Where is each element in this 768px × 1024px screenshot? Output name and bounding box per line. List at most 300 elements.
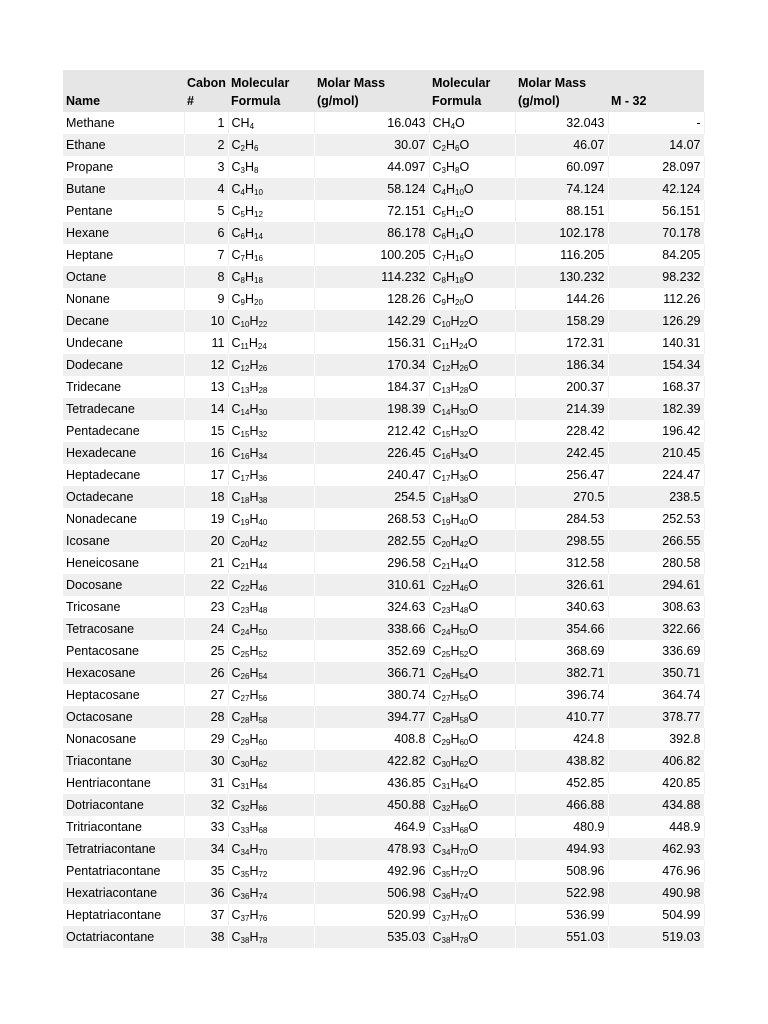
cell-name: Tetracosane bbox=[63, 618, 184, 640]
cell-molar-mass-alkane: 324.63 bbox=[314, 596, 429, 618]
cell-molar-mass-alcohol: 270.5 bbox=[515, 486, 608, 508]
table-row bbox=[63, 574, 704, 596]
cell-formula-alcohol: $C_5H_{12}O$ bbox=[429, 200, 515, 222]
header-formula-alkane: Molecular Formula bbox=[228, 70, 314, 112]
cell-mass-minus-32: 519.03 bbox=[608, 926, 704, 948]
table-row bbox=[63, 596, 704, 618]
cell-molar-mass-alkane: 128.26 bbox=[314, 288, 429, 310]
cell-formula-alkane: $C_{13}H_{28}$ bbox=[228, 376, 314, 398]
cell-mass-minus-32: 280.58 bbox=[608, 552, 704, 574]
cell-molar-mass-alkane: 506.98 bbox=[314, 882, 429, 904]
cell-formula-alkane: $C_{15}H_{32}$ bbox=[228, 420, 314, 442]
cell-formula-alkane: $C_{33}H_{68}$ bbox=[228, 816, 314, 838]
cell-name: Dodecane bbox=[63, 354, 184, 376]
cell-mass-minus-32: 70.178 bbox=[608, 222, 704, 244]
cell-molar-mass-alkane: 30.07 bbox=[314, 134, 429, 156]
cell-mass-minus-32: 28.097 bbox=[608, 156, 704, 178]
cell-carbon-number: 11 bbox=[184, 332, 228, 354]
cell-formula-alkane: $C_{27}H_{56}$ bbox=[228, 684, 314, 706]
cell-molar-mass-alkane: 310.61 bbox=[314, 574, 429, 596]
cell-name: Tridecane bbox=[63, 376, 184, 398]
table-row bbox=[63, 288, 704, 310]
cell-molar-mass-alkane: 492.96 bbox=[314, 860, 429, 882]
cell-mass-minus-32: 196.42 bbox=[608, 420, 704, 442]
cell-molar-mass-alcohol: 130.232 bbox=[515, 266, 608, 288]
cell-mass-minus-32: 294.61 bbox=[608, 574, 704, 596]
cell-mass-minus-32: 448.9 bbox=[608, 816, 704, 838]
cell-formula-alkane: $C_{36}H_{74}$ bbox=[228, 882, 314, 904]
table-row bbox=[63, 530, 704, 552]
cell-formula-alkane: $C_{21}H_{44}$ bbox=[228, 552, 314, 574]
cell-molar-mass-alcohol: 382.71 bbox=[515, 662, 608, 684]
cell-name: Hexatriacontane bbox=[63, 882, 184, 904]
header-molar-mass-alcohol: Molar Mass (g/mol) bbox=[515, 70, 608, 112]
cell-molar-mass-alcohol: 284.53 bbox=[515, 508, 608, 530]
cell-carbon-number: 29 bbox=[184, 728, 228, 750]
cell-carbon-number: 37 bbox=[184, 904, 228, 926]
header-mass-minus-32: M - 32 bbox=[608, 70, 704, 112]
cell-name: Pentane bbox=[63, 200, 184, 222]
cell-molar-mass-alcohol: 158.29 bbox=[515, 310, 608, 332]
cell-carbon-number: 34 bbox=[184, 838, 228, 860]
cell-name: Tritriacontane bbox=[63, 816, 184, 838]
cell-carbon-number: 9 bbox=[184, 288, 228, 310]
cell-formula-alkane: $C_{35}H_{72}$ bbox=[228, 860, 314, 882]
cell-molar-mass-alkane: 156.31 bbox=[314, 332, 429, 354]
cell-carbon-number: 38 bbox=[184, 926, 228, 948]
table-row bbox=[63, 772, 704, 794]
cell-formula-alcohol: $C_{37}H_{76}O$ bbox=[429, 904, 515, 926]
cell-carbon-number: 23 bbox=[184, 596, 228, 618]
cell-formula-alkane: $C_{30}H_{62}$ bbox=[228, 750, 314, 772]
cell-name: Octane bbox=[63, 266, 184, 288]
cell-molar-mass-alcohol: 494.93 bbox=[515, 838, 608, 860]
cell-carbon-number: 5 bbox=[184, 200, 228, 222]
cell-formula-alkane: $C_{28}H_{58}$ bbox=[228, 706, 314, 728]
cell-formula-alkane: $C_{37}H_{76}$ bbox=[228, 904, 314, 926]
cell-molar-mass-alkane: 16.043 bbox=[314, 112, 429, 134]
cell-formula-alkane: $C_{34}H_{70}$ bbox=[228, 838, 314, 860]
cell-carbon-number: 15 bbox=[184, 420, 228, 442]
cell-formula-alkane: $C_{20}H_{42}$ bbox=[228, 530, 314, 552]
cell-formula-alkane: $C_{19}H_{40}$ bbox=[228, 508, 314, 530]
cell-molar-mass-alkane: 114.232 bbox=[314, 266, 429, 288]
cell-molar-mass-alcohol: 200.37 bbox=[515, 376, 608, 398]
table-row bbox=[63, 134, 704, 156]
cell-molar-mass-alcohol: 424.8 bbox=[515, 728, 608, 750]
cell-formula-alkane: $C_{16}H_{34}$ bbox=[228, 442, 314, 464]
cell-formula-alcohol: $C_{24}H_{50}O$ bbox=[429, 618, 515, 640]
cell-mass-minus-32: 308.63 bbox=[608, 596, 704, 618]
table-row bbox=[63, 178, 704, 200]
cell-name: Heptatriacontane bbox=[63, 904, 184, 926]
cell-formula-alcohol: $CH_4O$ bbox=[429, 112, 515, 134]
table-row bbox=[63, 728, 704, 750]
cell-formula-alcohol: $C_{21}H_{44}O$ bbox=[429, 552, 515, 574]
cell-carbon-number: 7 bbox=[184, 244, 228, 266]
table-row bbox=[63, 310, 704, 332]
cell-carbon-number: 21 bbox=[184, 552, 228, 574]
cell-name: Hexadecane bbox=[63, 442, 184, 464]
header-formula-alcohol: Molecular Formula bbox=[429, 70, 515, 112]
cell-formula-alcohol: $C_{29}H_{60}O$ bbox=[429, 728, 515, 750]
cell-mass-minus-32: 364.74 bbox=[608, 684, 704, 706]
cell-name: Butane bbox=[63, 178, 184, 200]
cell-carbon-number: 24 bbox=[184, 618, 228, 640]
cell-carbon-number: 31 bbox=[184, 772, 228, 794]
cell-formula-alcohol: $C_{16}H_{34}O$ bbox=[429, 442, 515, 464]
cell-name: Undecane bbox=[63, 332, 184, 354]
cell-mass-minus-32: 42.124 bbox=[608, 178, 704, 200]
cell-mass-minus-32: 434.88 bbox=[608, 794, 704, 816]
table-row bbox=[63, 222, 704, 244]
cell-molar-mass-alcohol: 46.07 bbox=[515, 134, 608, 156]
cell-name: Octatriacontane bbox=[63, 926, 184, 948]
cell-carbon-number: 33 bbox=[184, 816, 228, 838]
cell-formula-alkane: $C_{24}H_{50}$ bbox=[228, 618, 314, 640]
cell-mass-minus-32: 252.53 bbox=[608, 508, 704, 530]
cell-name: Icosane bbox=[63, 530, 184, 552]
cell-molar-mass-alkane: 520.99 bbox=[314, 904, 429, 926]
table-row bbox=[63, 882, 704, 904]
cell-formula-alkane: $C_9H_{20}$ bbox=[228, 288, 314, 310]
cell-molar-mass-alcohol: 88.151 bbox=[515, 200, 608, 222]
cell-formula-alcohol: $C_6H_{14}O$ bbox=[429, 222, 515, 244]
cell-formula-alcohol: $C_{14}H_{30}O$ bbox=[429, 398, 515, 420]
table-row bbox=[63, 838, 704, 860]
cell-formula-alkane: $C_2H_6$ bbox=[228, 134, 314, 156]
cell-name: Decane bbox=[63, 310, 184, 332]
cell-formula-alcohol: $C_{13}H_{28}O$ bbox=[429, 376, 515, 398]
table-row bbox=[63, 200, 704, 222]
cell-molar-mass-alkane: 142.29 bbox=[314, 310, 429, 332]
cell-carbon-number: 2 bbox=[184, 134, 228, 156]
table-row bbox=[63, 662, 704, 684]
cell-molar-mass-alkane: 268.53 bbox=[314, 508, 429, 530]
cell-molar-mass-alcohol: 228.42 bbox=[515, 420, 608, 442]
cell-name: Docosane bbox=[63, 574, 184, 596]
cell-formula-alcohol: $C_4H_{10}O$ bbox=[429, 178, 515, 200]
table-row bbox=[63, 750, 704, 772]
cell-mass-minus-32: 378.77 bbox=[608, 706, 704, 728]
cell-molar-mass-alcohol: 256.47 bbox=[515, 464, 608, 486]
cell-molar-mass-alkane: 212.42 bbox=[314, 420, 429, 442]
cell-molar-mass-alcohol: 396.74 bbox=[515, 684, 608, 706]
cell-mass-minus-32: 336.69 bbox=[608, 640, 704, 662]
table-row bbox=[63, 244, 704, 266]
table-row bbox=[63, 816, 704, 838]
cell-formula-alkane: $C_{31}H_{64}$ bbox=[228, 772, 314, 794]
cell-mass-minus-32: 168.37 bbox=[608, 376, 704, 398]
table-row bbox=[63, 266, 704, 288]
cell-carbon-number: 27 bbox=[184, 684, 228, 706]
cell-formula-alcohol: $C_{19}H_{40}O$ bbox=[429, 508, 515, 530]
cell-formula-alcohol: $C_{22}H_{46}O$ bbox=[429, 574, 515, 596]
cell-formula-alkane: $C_8H_{18}$ bbox=[228, 266, 314, 288]
cell-mass-minus-32: 406.82 bbox=[608, 750, 704, 772]
cell-molar-mass-alcohol: 522.98 bbox=[515, 882, 608, 904]
cell-formula-alcohol: $C_{18}H_{38}O$ bbox=[429, 486, 515, 508]
table-row bbox=[63, 156, 704, 178]
cell-mass-minus-32: 140.31 bbox=[608, 332, 704, 354]
cell-molar-mass-alcohol: 466.88 bbox=[515, 794, 608, 816]
table-row bbox=[63, 464, 704, 486]
table-row bbox=[63, 640, 704, 662]
cell-carbon-number: 6 bbox=[184, 222, 228, 244]
header-name: Name bbox=[63, 70, 184, 112]
cell-carbon-number: 18 bbox=[184, 486, 228, 508]
cell-name: Pentadecane bbox=[63, 420, 184, 442]
cell-mass-minus-32: 238.5 bbox=[608, 486, 704, 508]
cell-formula-alcohol: $C_{17}H_{36}O$ bbox=[429, 464, 515, 486]
table-row bbox=[63, 508, 704, 530]
cell-carbon-number: 17 bbox=[184, 464, 228, 486]
cell-carbon-number: 13 bbox=[184, 376, 228, 398]
cell-molar-mass-alcohol: 551.03 bbox=[515, 926, 608, 948]
cell-mass-minus-32: 112.26 bbox=[608, 288, 704, 310]
cell-name: Heneicosane bbox=[63, 552, 184, 574]
table-row bbox=[63, 332, 704, 354]
cell-formula-alkane: $C_7H_{16}$ bbox=[228, 244, 314, 266]
cell-molar-mass-alcohol: 172.31 bbox=[515, 332, 608, 354]
cell-mass-minus-32: 182.39 bbox=[608, 398, 704, 420]
cell-carbon-number: 30 bbox=[184, 750, 228, 772]
cell-formula-alcohol: $C_{20}H_{42}O$ bbox=[429, 530, 515, 552]
cell-mass-minus-32: 504.99 bbox=[608, 904, 704, 926]
cell-formula-alcohol: $C_{23}H_{48}O$ bbox=[429, 596, 515, 618]
cell-formula-alkane: $C_{12}H_{26}$ bbox=[228, 354, 314, 376]
header-row bbox=[63, 70, 704, 112]
cell-mass-minus-32: 126.29 bbox=[608, 310, 704, 332]
cell-formula-alcohol: $C_{30}H_{62}O$ bbox=[429, 750, 515, 772]
cell-name: Ethane bbox=[63, 134, 184, 156]
cell-molar-mass-alkane: 170.34 bbox=[314, 354, 429, 376]
cell-name: Heptadecane bbox=[63, 464, 184, 486]
cell-carbon-number: 26 bbox=[184, 662, 228, 684]
cell-molar-mass-alcohol: 116.205 bbox=[515, 244, 608, 266]
table-row bbox=[63, 794, 704, 816]
cell-carbon-number: 19 bbox=[184, 508, 228, 530]
cell-carbon-number: 20 bbox=[184, 530, 228, 552]
cell-molar-mass-alcohol: 368.69 bbox=[515, 640, 608, 662]
cell-formula-alkane: $C_{18}H_{38}$ bbox=[228, 486, 314, 508]
cell-formula-alkane: $C_{14}H_{30}$ bbox=[228, 398, 314, 420]
cell-mass-minus-32: 490.98 bbox=[608, 882, 704, 904]
cell-mass-minus-32: - bbox=[608, 112, 704, 134]
cell-molar-mass-alcohol: 144.26 bbox=[515, 288, 608, 310]
header-molar-mass-alkane: Molar Mass (g/mol) bbox=[314, 70, 429, 112]
cell-molar-mass-alcohol: 354.66 bbox=[515, 618, 608, 640]
table-row bbox=[63, 706, 704, 728]
cell-molar-mass-alcohol: 480.9 bbox=[515, 816, 608, 838]
table-row bbox=[63, 860, 704, 882]
table-row bbox=[63, 376, 704, 398]
cell-name: Nonadecane bbox=[63, 508, 184, 530]
cell-molar-mass-alcohol: 298.55 bbox=[515, 530, 608, 552]
alkane-alcohol-table bbox=[63, 70, 705, 948]
cell-carbon-number: 22 bbox=[184, 574, 228, 596]
cell-carbon-number: 4 bbox=[184, 178, 228, 200]
cell-formula-alkane: $C_{29}H_{60}$ bbox=[228, 728, 314, 750]
cell-molar-mass-alkane: 254.5 bbox=[314, 486, 429, 508]
cell-carbon-number: 35 bbox=[184, 860, 228, 882]
cell-formula-alkane: $C_{17}H_{36}$ bbox=[228, 464, 314, 486]
cell-formula-alcohol: $C_{34}H_{70}O$ bbox=[429, 838, 515, 860]
cell-formula-alkane: $C_{25}H_{52}$ bbox=[228, 640, 314, 662]
cell-molar-mass-alkane: 478.93 bbox=[314, 838, 429, 860]
cell-name: Heptacosane bbox=[63, 684, 184, 706]
cell-molar-mass-alcohol: 32.043 bbox=[515, 112, 608, 134]
cell-molar-mass-alcohol: 242.45 bbox=[515, 442, 608, 464]
cell-mass-minus-32: 322.66 bbox=[608, 618, 704, 640]
cell-molar-mass-alkane: 86.178 bbox=[314, 222, 429, 244]
cell-formula-alcohol: $C_{12}H_{26}O$ bbox=[429, 354, 515, 376]
cell-formula-alcohol: $C_7H_{16}O$ bbox=[429, 244, 515, 266]
cell-mass-minus-32: 350.71 bbox=[608, 662, 704, 684]
cell-mass-minus-32: 210.45 bbox=[608, 442, 704, 464]
cell-carbon-number: 12 bbox=[184, 354, 228, 376]
cell-formula-alcohol: $C_{25}H_{52}O$ bbox=[429, 640, 515, 662]
cell-molar-mass-alkane: 282.55 bbox=[314, 530, 429, 552]
cell-molar-mass-alcohol: 438.82 bbox=[515, 750, 608, 772]
cell-carbon-number: 1 bbox=[184, 112, 228, 134]
cell-molar-mass-alkane: 535.03 bbox=[314, 926, 429, 948]
cell-molar-mass-alcohol: 312.58 bbox=[515, 552, 608, 574]
cell-formula-alcohol: $C_2H_6O$ bbox=[429, 134, 515, 156]
cell-formula-alkane: $C_{22}H_{46}$ bbox=[228, 574, 314, 596]
table-row bbox=[63, 552, 704, 574]
cell-molar-mass-alkane: 436.85 bbox=[314, 772, 429, 794]
cell-formula-alcohol: $C_{31}H_{64}O$ bbox=[429, 772, 515, 794]
cell-mass-minus-32: 154.34 bbox=[608, 354, 704, 376]
table-row bbox=[63, 112, 704, 134]
cell-mass-minus-32: 266.55 bbox=[608, 530, 704, 552]
cell-molar-mass-alkane: 352.69 bbox=[314, 640, 429, 662]
cell-formula-alkane: $C_{38}H_{78}$ bbox=[228, 926, 314, 948]
table-row bbox=[63, 926, 704, 948]
cell-molar-mass-alkane: 226.45 bbox=[314, 442, 429, 464]
cell-molar-mass-alcohol: 102.178 bbox=[515, 222, 608, 244]
cell-name: Hentriacontane bbox=[63, 772, 184, 794]
cell-molar-mass-alkane: 58.124 bbox=[314, 178, 429, 200]
cell-formula-alcohol: $C_{27}H_{56}O$ bbox=[429, 684, 515, 706]
cell-name: Pentacosane bbox=[63, 640, 184, 662]
cell-molar-mass-alkane: 380.74 bbox=[314, 684, 429, 706]
cell-molar-mass-alkane: 366.71 bbox=[314, 662, 429, 684]
table-row bbox=[63, 684, 704, 706]
cell-molar-mass-alkane: 450.88 bbox=[314, 794, 429, 816]
cell-formula-alkane: $CH_4$ bbox=[228, 112, 314, 134]
cell-formula-alcohol: $C_{38}H_{78}O$ bbox=[429, 926, 515, 948]
cell-molar-mass-alcohol: 74.124 bbox=[515, 178, 608, 200]
cell-mass-minus-32: 462.93 bbox=[608, 838, 704, 860]
cell-molar-mass-alcohol: 508.96 bbox=[515, 860, 608, 882]
cell-carbon-number: 36 bbox=[184, 882, 228, 904]
cell-molar-mass-alcohol: 214.39 bbox=[515, 398, 608, 420]
cell-carbon-number: 14 bbox=[184, 398, 228, 420]
table-row bbox=[63, 398, 704, 420]
table-row bbox=[63, 904, 704, 926]
cell-name: Tetradecane bbox=[63, 398, 184, 420]
cell-formula-alcohol: $C_3H_8O$ bbox=[429, 156, 515, 178]
cell-name: Propane bbox=[63, 156, 184, 178]
table-row bbox=[63, 442, 704, 464]
cell-name: Dotriacontane bbox=[63, 794, 184, 816]
cell-carbon-number: 25 bbox=[184, 640, 228, 662]
cell-molar-mass-alcohol: 452.85 bbox=[515, 772, 608, 794]
cell-molar-mass-alcohol: 326.61 bbox=[515, 574, 608, 596]
cell-molar-mass-alkane: 422.82 bbox=[314, 750, 429, 772]
cell-name: Octadecane bbox=[63, 486, 184, 508]
cell-formula-alcohol: $C_{35}H_{72}O$ bbox=[429, 860, 515, 882]
cell-mass-minus-32: 420.85 bbox=[608, 772, 704, 794]
cell-mass-minus-32: 84.205 bbox=[608, 244, 704, 266]
cell-carbon-number: 8 bbox=[184, 266, 228, 288]
cell-formula-alcohol: $C_{11}H_{24}O$ bbox=[429, 332, 515, 354]
cell-formula-alkane: $C_6H_{14}$ bbox=[228, 222, 314, 244]
cell-formula-alkane: $C_3H_8$ bbox=[228, 156, 314, 178]
cell-formula-alkane: $C_5H_{12}$ bbox=[228, 200, 314, 222]
cell-molar-mass-alkane: 198.39 bbox=[314, 398, 429, 420]
cell-formula-alcohol: $C_9H_{20}O$ bbox=[429, 288, 515, 310]
cell-formula-alcohol: $C_{28}H_{58}O$ bbox=[429, 706, 515, 728]
cell-molar-mass-alcohol: 60.097 bbox=[515, 156, 608, 178]
cell-mass-minus-32: 392.8 bbox=[608, 728, 704, 750]
cell-name: Heptane bbox=[63, 244, 184, 266]
cell-carbon-number: 32 bbox=[184, 794, 228, 816]
cell-formula-alkane: $C_{10}H_{22}$ bbox=[228, 310, 314, 332]
cell-molar-mass-alcohol: 340.63 bbox=[515, 596, 608, 618]
cell-formula-alcohol: $C_{33}H_{68}O$ bbox=[429, 816, 515, 838]
cell-formula-alcohol: $C_8H_{18}O$ bbox=[429, 266, 515, 288]
cell-name: Methane bbox=[63, 112, 184, 134]
cell-formula-alcohol: $C_{10}H_{22}O$ bbox=[429, 310, 515, 332]
cell-formula-alcohol: $C_{32}H_{66}O$ bbox=[429, 794, 515, 816]
cell-mass-minus-32: 476.96 bbox=[608, 860, 704, 882]
cell-carbon-number: 3 bbox=[184, 156, 228, 178]
cell-mass-minus-32: 98.232 bbox=[608, 266, 704, 288]
cell-name: Triacontane bbox=[63, 750, 184, 772]
cell-name: Pentatriacontane bbox=[63, 860, 184, 882]
cell-name: Hexane bbox=[63, 222, 184, 244]
cell-formula-alkane: $C_{26}H_{54}$ bbox=[228, 662, 314, 684]
cell-carbon-number: 28 bbox=[184, 706, 228, 728]
cell-name: Tricosane bbox=[63, 596, 184, 618]
table-row bbox=[63, 420, 704, 442]
table-row bbox=[63, 354, 704, 376]
cell-carbon-number: 16 bbox=[184, 442, 228, 464]
cell-molar-mass-alkane: 184.37 bbox=[314, 376, 429, 398]
cell-formula-alkane: $C_{32}H_{66}$ bbox=[228, 794, 314, 816]
cell-name: Tetratriacontane bbox=[63, 838, 184, 860]
cell-molar-mass-alcohol: 186.34 bbox=[515, 354, 608, 376]
cell-molar-mass-alkane: 240.47 bbox=[314, 464, 429, 486]
cell-name: Octacosane bbox=[63, 706, 184, 728]
cell-formula-alcohol: $C_{15}H_{32}O$ bbox=[429, 420, 515, 442]
cell-name: Nonane bbox=[63, 288, 184, 310]
cell-formula-alkane: $C_{23}H_{48}$ bbox=[228, 596, 314, 618]
cell-molar-mass-alkane: 72.151 bbox=[314, 200, 429, 222]
cell-mass-minus-32: 224.47 bbox=[608, 464, 704, 486]
cell-carbon-number: 10 bbox=[184, 310, 228, 332]
cell-name: Nonacosane bbox=[63, 728, 184, 750]
cell-formula-alcohol: $C_{26}H_{54}O$ bbox=[429, 662, 515, 684]
cell-name: Hexacosane bbox=[63, 662, 184, 684]
cell-formula-alcohol: $C_{36}H_{74}O$ bbox=[429, 882, 515, 904]
cell-molar-mass-alkane: 464.9 bbox=[314, 816, 429, 838]
cell-molar-mass-alkane: 394.77 bbox=[314, 706, 429, 728]
cell-molar-mass-alkane: 338.66 bbox=[314, 618, 429, 640]
